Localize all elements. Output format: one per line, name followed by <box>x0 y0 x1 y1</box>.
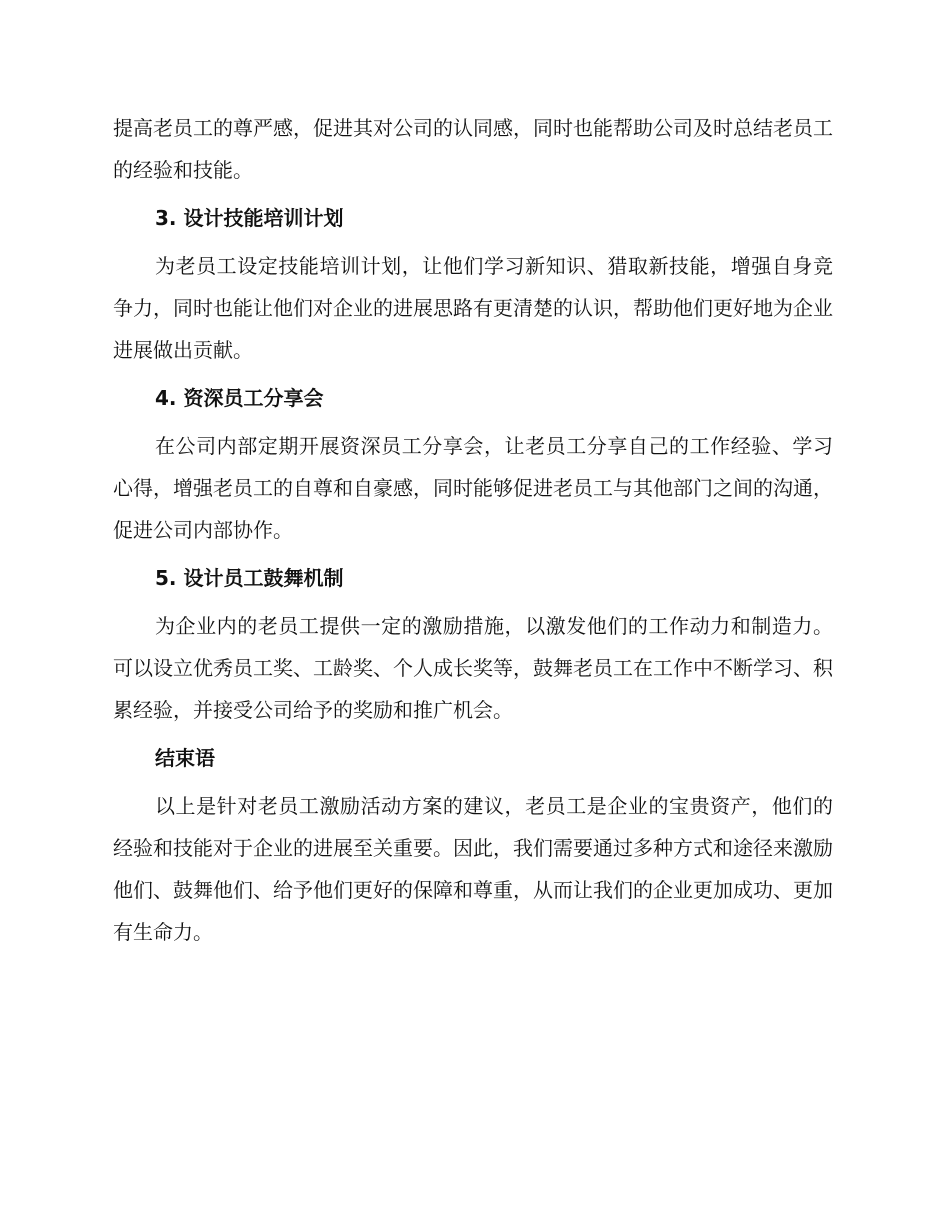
paragraph-continued: 提高老员工的尊严感，促进其对公司的认同感，同时也能帮助公司及时总结老员工的经验和技能。 <box>113 116 833 182</box>
paragraph-skill-training: 为老员工设定技能培训计划，让他们学习新知识、猎取新技能，增强自身竞争力，同时也能让他们对企业的进展思路有更清楚的认识，帮助他们更好地为企业进展做出贡献。 <box>113 254 833 362</box>
section-heading-conclusion: 结束语 <box>155 746 215 770</box>
paragraph-conclusion: 以上是针对老员工激励活动方案的建议，老员工是企业的宝贵资产，他们的经验和技能对于企业的进展至关重要。因此，我们需要通过多种方式和途径来激励他们、鼓舞他们、给予他们更好的保障和尊重，从而让我们的企业更加成功、更加有生命力。 <box>113 794 833 944</box>
section-heading-incentive-mechanism: 5. 设计员工鼓舞机制 <box>155 566 344 590</box>
section-heading-skill-training: 3. 设计技能培训计划 <box>155 206 344 230</box>
paragraph-senior-sharing: 在公司内部定期开展资深员工分享会，让老员工分享自己的工作经验、学习心得，增强老员工的自尊和自豪感，同时能够促进老员工与其他部门之间的沟通，促进公司内部协作。 <box>113 434 833 542</box>
paragraph-incentive-mechanism: 为企业内的老员工提供一定的激励措施，以激发他们的工作动力和制造力。可以设立优秀员工奖、工龄奖、个人成长奖等，鼓舞老员工在工作中不断学习、积累经验，并接受公司给予的奖励和推广机会。 <box>113 614 833 722</box>
section-heading-senior-sharing: 4. 资深员工分享会 <box>155 386 324 410</box>
document-body <box>113 107 833 953</box>
